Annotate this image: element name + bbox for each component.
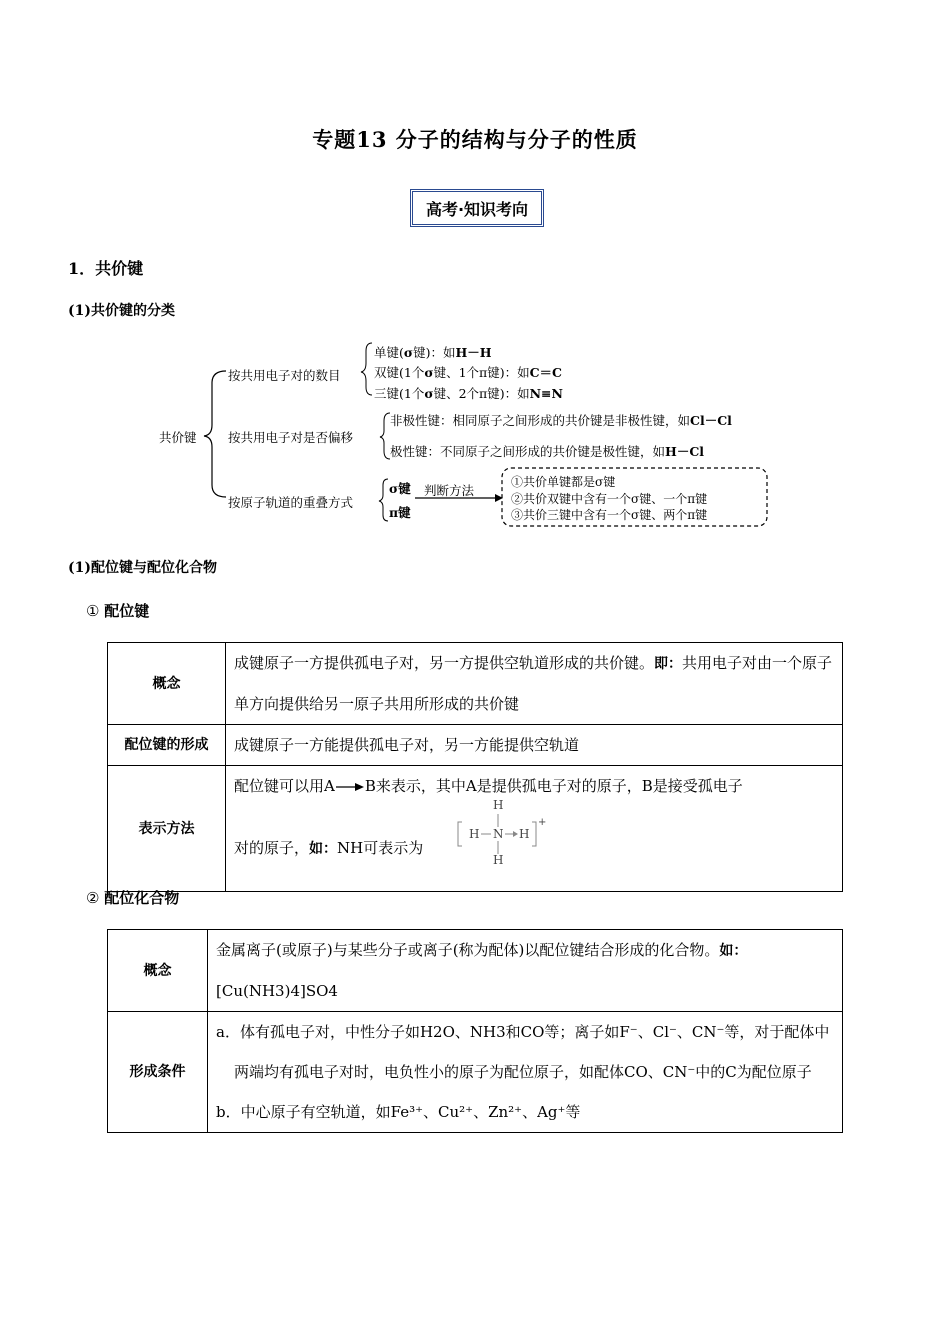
table-row [108,930,843,1012]
page-title: 专题13 分子的结构与分子的性质 [312,127,638,152]
section-heading-covalent-bond: 1．共价键 [68,259,144,278]
row-key-concept: 概念 [108,643,226,725]
rule-double: ②共价双键中含有一个σ键、一个π键 [511,492,708,506]
row-value-representation: 配位键可以用A B来表示，其中A是提供孤电子对的原子，B是接受孤电子 对的原子，如：NH可表示为 H H H N H + [226,766,843,892]
condition-a: a．体有孤电子对，中性分子如H2O、NH3和CO等；离子如F⁻、Cl⁻、CN⁻等，对于配体中两端均有孤电子对时，电负性小的原子为配位原子，如配体CO、CN⁻中的C为配位原子 [216,1023,830,1081]
table-row [108,766,843,892]
coordination-compound-table [107,929,843,1133]
row-key-representation: 表示方法 [108,766,226,892]
classification-diagram [0,335,950,535]
coordinate-arrow-icon [335,781,365,793]
leaf-triple-bond: 三键(1个σ键、2个π键)：如N≡N [374,386,563,401]
coordinate-bond-table [107,642,843,892]
table-row [108,1012,843,1133]
leaf-sigma-bond: σ键 [389,481,411,496]
tree-branch-polarity: 按共用电子对是否偏移 [228,430,354,445]
tree-root: 共价键 [159,430,197,445]
condition-b: b．中心原子有空轨道，如Fe³⁺、Cu²⁺、Zn²⁺、Ag⁺等 [216,1103,581,1121]
leaf-nonpolar-bond: 非极性键：相同原子之间形成的共价键是非极性键，如Cl－Cl [390,413,732,428]
rule-triple: ③共价三键中含有一个σ键、两个π键 [511,508,708,522]
leaf-double-bond: 双键(1个σ键、1个π键)：如C＝C [374,365,563,380]
row-key-formation: 配位键的形成 [108,725,226,766]
atom-h-top: H [493,798,504,812]
leaf-pi-bond: π键 [389,505,411,520]
item-coordinate-bond: ① 配位键 [86,602,150,620]
tree-branch-overlap: 按原子轨道的重叠方式 [228,495,354,510]
rule-single: ①共价单键都是σ键 [511,475,616,489]
ammonium-bonds [436,800,546,870]
subheading-classification: (1)共价键的分类 [68,303,175,319]
item-coordination-compound: ② 配位化合物 [86,889,180,907]
row-key-conditions: 形成条件 [108,1012,208,1133]
leaf-polar-bond: 极性键：不同原子之间形成的共价键是极性键，如H－Cl [390,444,705,459]
ion-charge: + [538,817,547,828]
row-key-concept: 概念 [108,930,208,1012]
table-row [108,725,843,766]
section-badge: 高考·知识考向 [410,189,544,227]
row-value-concept: 成键原子一方提供孤电子对，另一方提供空轨道形成的共价键。即：共用电子对由一个原子单方向提供给另一原子共用所形成的共价键 [226,643,843,725]
ammonium-structure [436,800,546,870]
subheading-coordination: (1)配位键与配位化合物 [68,560,217,576]
atom-h-left: H [469,827,480,841]
row-value-conditions [208,1012,843,1133]
arrow-label: 判断方法 [424,483,475,498]
row-value-concept: 金属离子(或原子)与某些分子或离子(称为配体)以配位键结合形成的化合物。如： [Cu(NH3)4]SO4 [208,930,843,1012]
row-value-formation: 成键原子一方能提供孤电子对，另一方能提供空轨道 [226,725,843,766]
leaf-single-bond: 单键(σ键)：如H－H [374,345,492,360]
table-row [108,643,843,725]
tree-branch-count: 按共用电子对的数目 [228,368,341,383]
atom-h-bottom: H [493,853,504,867]
atom-n: N [493,827,504,841]
atom-h-right: H [519,827,530,841]
